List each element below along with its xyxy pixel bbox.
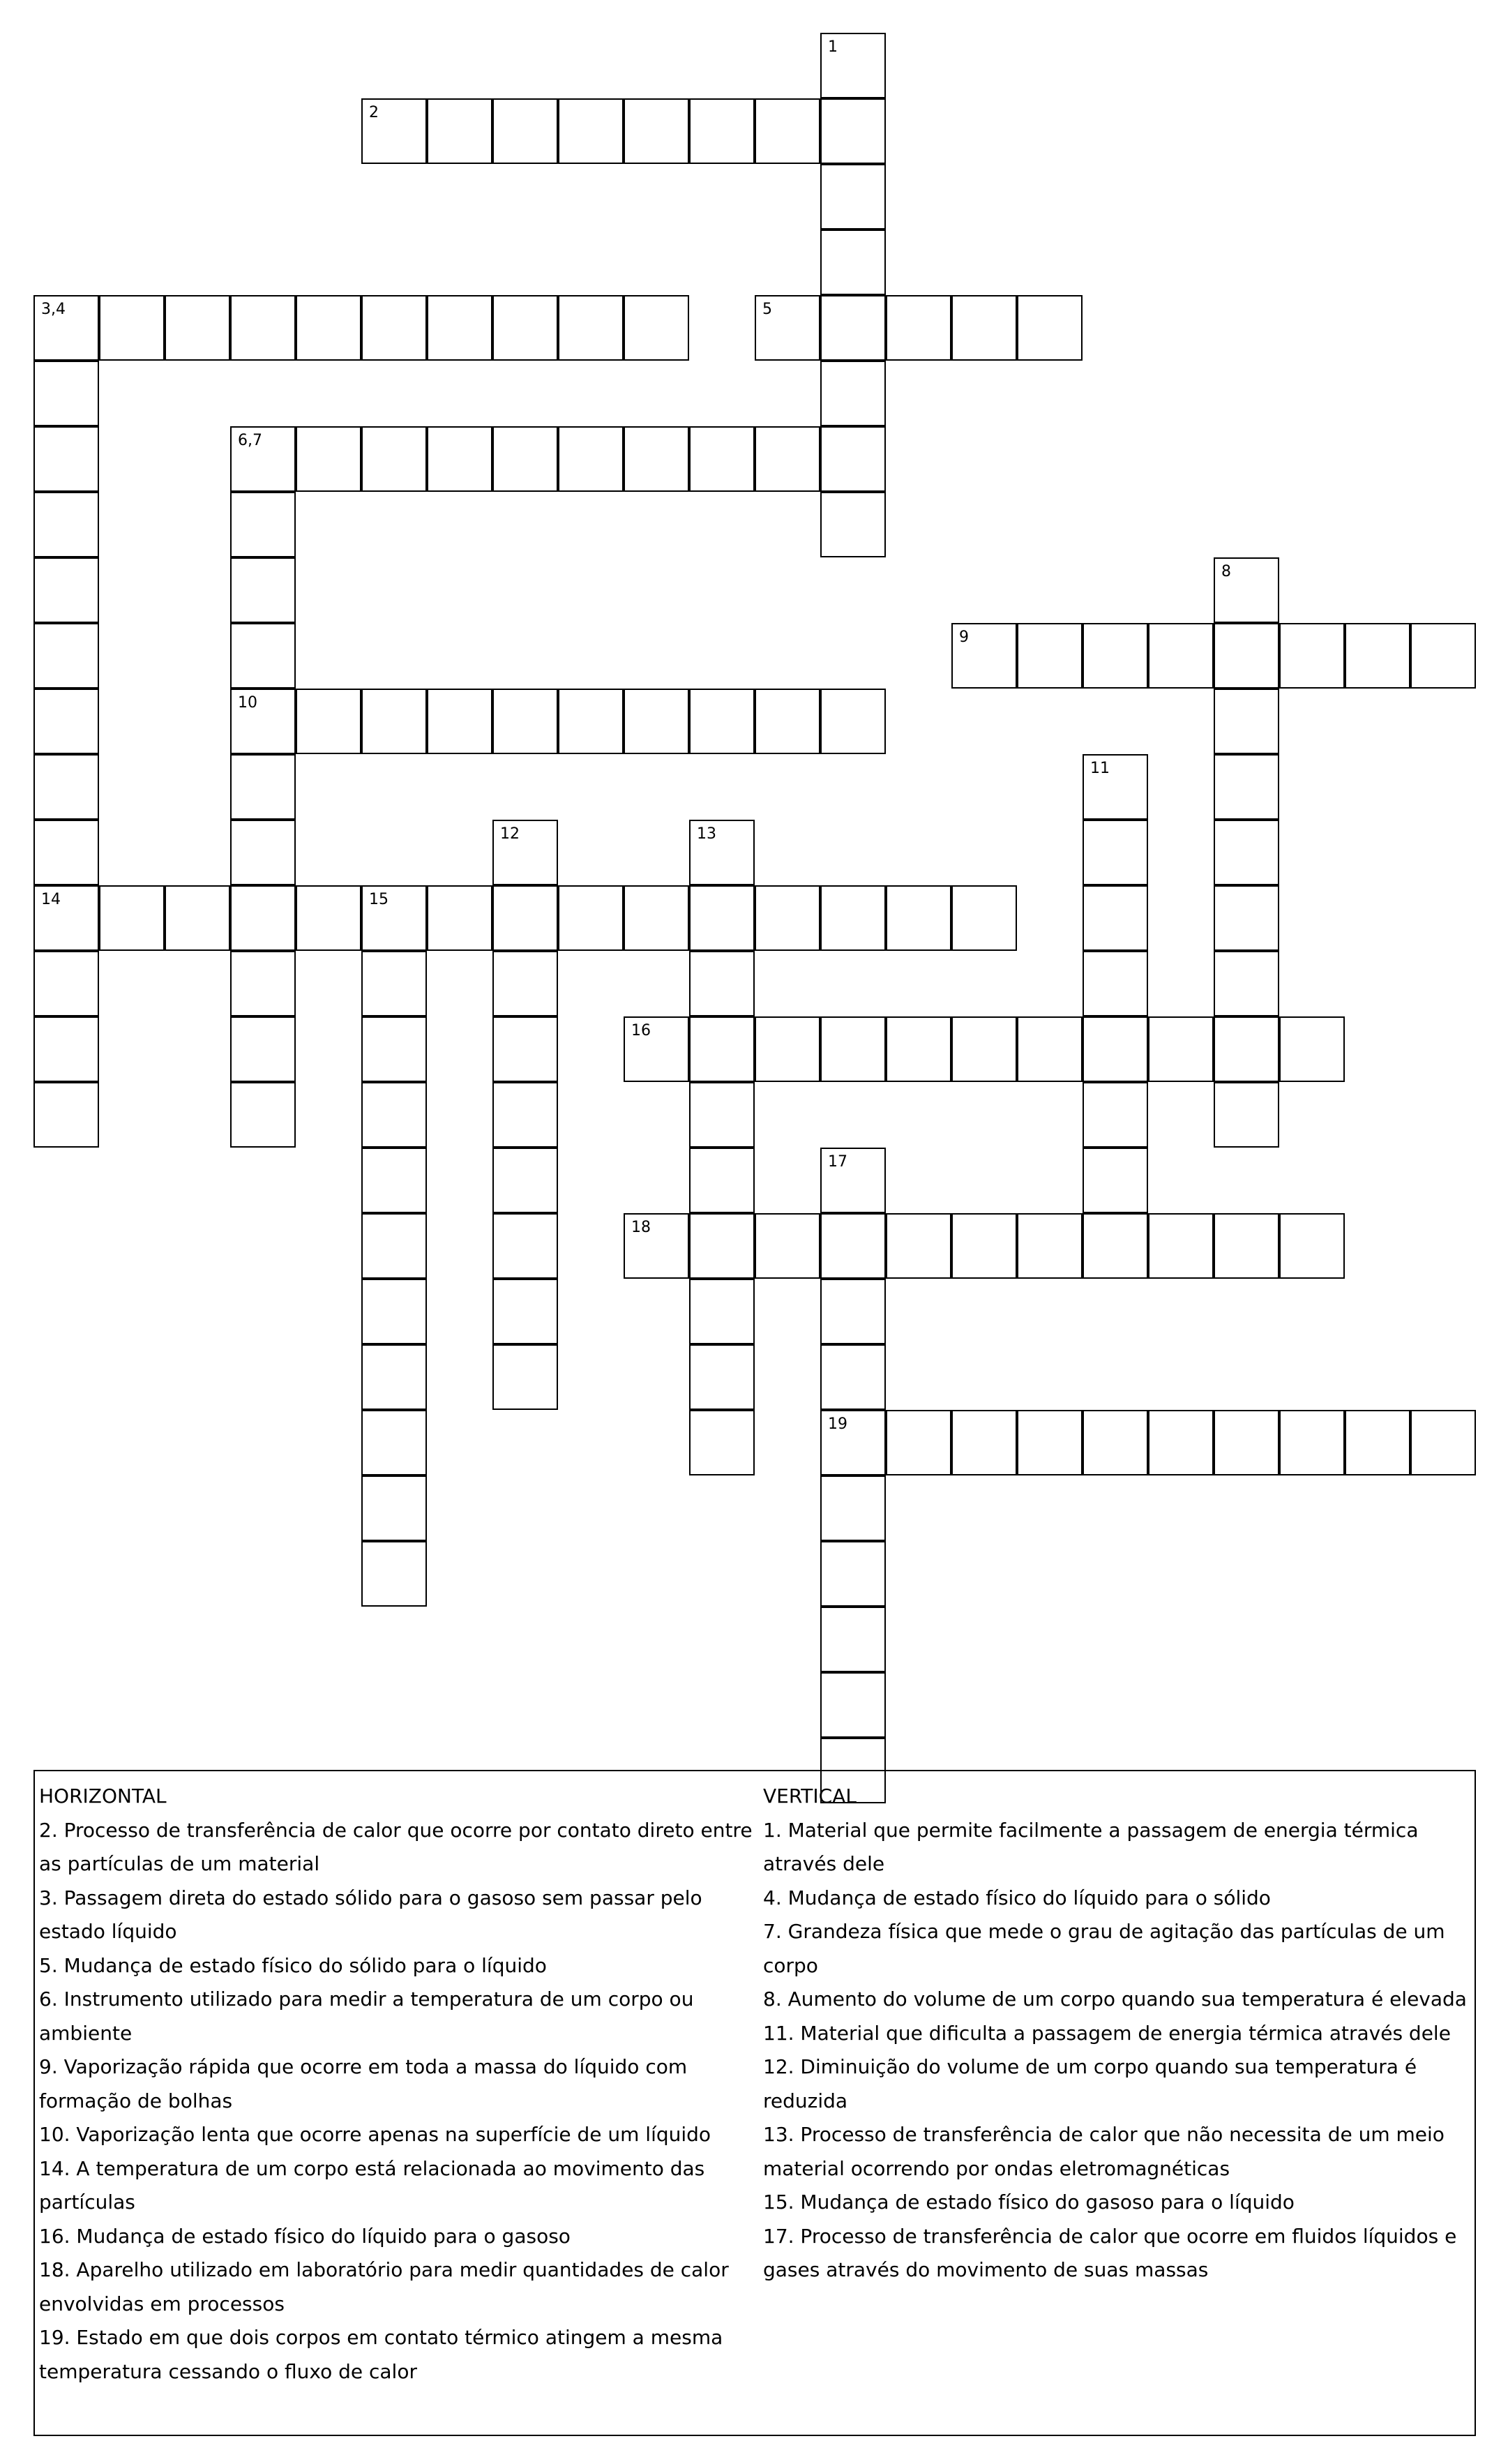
crossword-cell[interactable] [492, 295, 558, 361]
crossword-cell[interactable] [492, 426, 558, 492]
clue-vertical-1: 1. Material que permite facilmente a passagem de energia térmica através dele [763, 1818, 1419, 1875]
crossword-cell[interactable] [1083, 951, 1148, 1016]
crossword-cell[interactable] [1083, 754, 1148, 820]
clue-vertical-4: 4. Mudança de estado físico do líquido para o sólido [763, 1886, 1271, 1909]
crossword-cell[interactable] [361, 1410, 427, 1475]
crossword-cell[interactable] [99, 885, 165, 951]
clues-box [33, 1770, 1476, 2436]
crossword-cell[interactable] [492, 1082, 558, 1148]
crossword-cell[interactable] [492, 885, 558, 951]
clue-horizontal-3: 3. Passagem direta do estado sólido para o gasoso sem passar pelo estado líquido [39, 1886, 702, 1943]
crossword-cell[interactable] [1083, 1213, 1148, 1279]
crossword-cell[interactable] [492, 1213, 558, 1279]
crossword-cell[interactable] [296, 295, 361, 361]
crossword-cell[interactable] [1083, 1016, 1148, 1082]
crossword-cell[interactable] [820, 1672, 886, 1738]
clue-vertical-7: 7. Grandeza física que mede o grau de agitação das partículas de um corpo [763, 1920, 1445, 1977]
crossword-cell[interactable] [820, 164, 886, 230]
crossword-cell[interactable] [886, 1213, 951, 1279]
crossword-cell[interactable] [165, 295, 230, 361]
crossword-cell[interactable] [1148, 1016, 1214, 1082]
crossword-cell[interactable] [230, 1082, 296, 1148]
crossword-cell[interactable] [33, 426, 99, 492]
clue-number: 10 [238, 694, 257, 712]
crossword-cell[interactable] [689, 951, 755, 1016]
crossword-cell[interactable] [624, 98, 689, 164]
crossword-cell[interactable] [230, 557, 296, 623]
crossword-cell[interactable] [886, 295, 951, 361]
crossword-cell[interactable] [886, 885, 951, 951]
crossword-cell[interactable] [492, 1016, 558, 1082]
crossword-cell[interactable] [689, 885, 755, 951]
crossword-cell[interactable] [820, 1475, 886, 1541]
crossword-cell[interactable] [296, 426, 361, 492]
crossword-cell[interactable] [361, 1148, 427, 1213]
crossword-cell[interactable] [1148, 623, 1214, 689]
clue-horizontal-10: 10. Vaporização lenta que ocorre apenas na superfície de um líquido [39, 2123, 711, 2146]
crossword-cell[interactable] [1345, 623, 1410, 689]
crossword-cell[interactable] [1214, 1410, 1279, 1475]
crossword-cell[interactable] [1410, 623, 1476, 689]
clue-number: 8 [1221, 563, 1231, 580]
crossword-cell[interactable] [558, 295, 624, 361]
clue-vertical-15: 15. Mudança de estado físico do gasoso para o líquido [763, 2191, 1295, 2214]
crossword-cell[interactable] [1083, 885, 1148, 951]
crossword-cell[interactable] [361, 951, 427, 1016]
crossword-cell[interactable] [1017, 1410, 1083, 1475]
clue-horizontal-14: 14. A temperatura de um corpo está relacionada ao movimento das partículas [39, 2156, 705, 2214]
crossword-cell[interactable] [1017, 295, 1083, 361]
crossword-cell[interactable] [33, 689, 99, 754]
crossword-cell[interactable] [624, 1016, 689, 1082]
crossword-cell[interactable] [1083, 1082, 1148, 1148]
crossword-cell[interactable] [689, 1213, 755, 1279]
clue-number: 1 [828, 38, 838, 56]
crossword-cell[interactable] [624, 426, 689, 492]
clue-horizontal-16: 16. Mudança de estado físico do líquido para o gasoso [39, 2224, 571, 2248]
crossword-cell[interactable] [492, 820, 558, 885]
crossword-cell[interactable] [427, 426, 492, 492]
crossword-cell[interactable] [33, 492, 99, 557]
vertical-heading: VERTICAL [763, 1785, 857, 1808]
crossword-cell[interactable] [820, 1607, 886, 1672]
crossword-cell[interactable] [689, 1410, 755, 1475]
crossword-cell[interactable] [33, 1016, 99, 1082]
crossword-cell[interactable] [427, 295, 492, 361]
crossword-cell[interactable] [230, 885, 296, 951]
crossword-cell[interactable] [361, 1279, 427, 1344]
crossword-cell[interactable] [33, 361, 99, 426]
crossword-cell[interactable] [1214, 1082, 1279, 1148]
crossword-cell[interactable] [1214, 1016, 1279, 1082]
crossword-cell[interactable] [361, 1541, 427, 1607]
clue-horizontal-9: 9. Vaporização rápida que ocorre em toda a massa do líquido com formação de bolhas [39, 2055, 688, 2112]
crossword-cell[interactable] [1214, 820, 1279, 885]
crossword-cell[interactable] [820, 1279, 886, 1344]
crossword-cell[interactable] [1214, 689, 1279, 754]
crossword-cell[interactable] [755, 426, 820, 492]
clue-number: 16 [631, 1022, 651, 1039]
crossword-cell[interactable] [624, 295, 689, 361]
crossword-cell[interactable] [689, 1016, 755, 1082]
crossword-cell[interactable] [361, 1213, 427, 1279]
crossword-cell[interactable] [820, 426, 886, 492]
crossword-cell[interactable] [951, 1410, 1017, 1475]
crossword-cell[interactable] [1148, 1410, 1214, 1475]
crossword-cell[interactable] [361, 98, 427, 164]
crossword-cell[interactable] [492, 951, 558, 1016]
crossword-cell[interactable] [492, 1344, 558, 1410]
crossword-cell[interactable] [689, 426, 755, 492]
crossword-cell[interactable] [1083, 1410, 1148, 1475]
crossword-cell[interactable] [558, 689, 624, 754]
crossword-cell[interactable] [1279, 1016, 1345, 1082]
clue-horizontal-5: 5. Mudança de estado físico do sólido para o líquido [39, 1953, 547, 1977]
crossword-cell[interactable] [1345, 1410, 1410, 1475]
crossword-cell[interactable] [230, 951, 296, 1016]
crossword-cell[interactable] [755, 98, 820, 164]
crossword-cell[interactable] [755, 1213, 820, 1279]
crossword-cell[interactable] [886, 1410, 951, 1475]
clue-number: 12 [500, 825, 520, 843]
crossword-cell[interactable] [951, 1213, 1017, 1279]
crossword-cell[interactable] [820, 230, 886, 295]
crossword-cell[interactable] [951, 1016, 1017, 1082]
crossword-cell[interactable] [820, 1016, 886, 1082]
crossword-cell[interactable] [492, 98, 558, 164]
crossword-cell[interactable] [230, 1016, 296, 1082]
crossword-cell[interactable] [1279, 623, 1345, 689]
clue-horizontal-19: 19. Estado em que dois corpos em contato térmico atingem a mesma temperatura cessando o fluxo de calor [39, 2326, 723, 2383]
crossword-cell[interactable] [689, 689, 755, 754]
crossword-cell[interactable] [689, 1344, 755, 1410]
crossword-cell[interactable] [1214, 885, 1279, 951]
crossword-cell[interactable] [361, 426, 427, 492]
crossword-cell[interactable] [951, 623, 1017, 689]
crossword-cell[interactable] [1214, 557, 1279, 623]
crossword-cell[interactable] [33, 951, 99, 1016]
clue-horizontal-2: 2. Processo de transferência de calor que ocorre por contato direto entre as partículas de um material [39, 1818, 753, 1875]
crossword-cell[interactable] [820, 885, 886, 951]
crossword-cell[interactable] [820, 1148, 886, 1213]
crossword-cell[interactable] [492, 1279, 558, 1344]
crossword-cell[interactable] [492, 1148, 558, 1213]
crossword-cell[interactable] [689, 820, 755, 885]
crossword-cell[interactable] [558, 98, 624, 164]
crossword-cell[interactable] [820, 361, 886, 426]
clue-number: 13 [697, 825, 716, 843]
crossword-cell[interactable] [1214, 1213, 1279, 1279]
crossword-cell[interactable] [689, 98, 755, 164]
crossword-cell[interactable] [624, 885, 689, 951]
clue-number: 3,4 [41, 301, 66, 318]
clue-number: 6,7 [238, 432, 262, 449]
crossword-cell[interactable] [33, 820, 99, 885]
crossword-cell[interactable] [361, 885, 427, 951]
crossword-cell[interactable] [820, 492, 886, 557]
crossword-cell[interactable] [361, 1016, 427, 1082]
crossword-cell[interactable] [165, 885, 230, 951]
crossword-cell[interactable] [689, 1082, 755, 1148]
crossword-cell[interactable] [820, 33, 886, 98]
crossword-cell[interactable] [230, 754, 296, 820]
crossword-cell[interactable] [951, 885, 1017, 951]
crossword-cell[interactable] [820, 689, 886, 754]
crossword-cell[interactable] [492, 689, 558, 754]
crossword-cell[interactable] [558, 885, 624, 951]
crossword-cell[interactable] [1017, 1213, 1083, 1279]
clue-vertical-12: 12. Diminuição do volume de um corpo quando sua temperatura é reduzida [763, 2055, 1417, 2112]
crossword-cell[interactable] [361, 689, 427, 754]
crossword-cell[interactable] [1279, 1410, 1345, 1475]
crossword-cell[interactable] [624, 689, 689, 754]
crossword-cell[interactable] [296, 885, 361, 951]
crossword-cell[interactable] [755, 689, 820, 754]
clue-vertical-17: 17. Processo de transferência de calor que ocorre em fluidos líquidos e gases através do movimento de suas massas [763, 2224, 1457, 2281]
clue-vertical-8: 8. Aumento do volume de um corpo quando sua temperatura é elevada [763, 1988, 1467, 2011]
clue-number: 14 [41, 891, 61, 908]
crossword-cell[interactable] [1017, 1016, 1083, 1082]
clue-horizontal-18: 18. Aparelho utilizado em laboratório para medir quantidades de calor envolvidas em processos [39, 2258, 729, 2315]
crossword-cell[interactable] [820, 1344, 886, 1410]
crossword-cell[interactable] [755, 1016, 820, 1082]
clue-number: 5 [762, 301, 772, 318]
clue-vertical-11: 11. Material que dificulta a passagem de energia térmica através dele [763, 2021, 1451, 2045]
crossword-cell[interactable] [99, 295, 165, 361]
crossword-cell[interactable] [820, 1213, 886, 1279]
crossword-cell[interactable] [1214, 623, 1279, 689]
vertical-clues [763, 1780, 1475, 2288]
crossword-cell[interactable] [1083, 623, 1148, 689]
crossword-cell[interactable] [33, 754, 99, 820]
crossword-cell[interactable] [296, 689, 361, 754]
crossword-cell[interactable] [33, 885, 99, 951]
crossword-cell[interactable] [1214, 951, 1279, 1016]
crossword-cell[interactable] [361, 295, 427, 361]
crossword-cell[interactable] [230, 426, 296, 492]
clue-number: 19 [828, 1415, 847, 1433]
clue-number: 11 [1090, 760, 1110, 777]
crossword-cell[interactable] [427, 98, 492, 164]
crossword-cell[interactable] [33, 623, 99, 689]
crossword-cell[interactable] [755, 295, 820, 361]
crossword-cell[interactable] [33, 557, 99, 623]
crossword-cell[interactable] [1279, 1213, 1345, 1279]
clue-number: 15 [369, 891, 389, 908]
crossword-cell[interactable] [361, 1082, 427, 1148]
crossword-cell[interactable] [230, 492, 296, 557]
crossword-cell[interactable] [361, 1475, 427, 1541]
crossword-cell[interactable] [230, 295, 296, 361]
crossword-cell[interactable] [33, 1082, 99, 1148]
clue-number: 17 [828, 1153, 847, 1171]
crossword-cell[interactable] [755, 885, 820, 951]
crossword-cell[interactable] [230, 820, 296, 885]
crossword-cell[interactable] [820, 1410, 886, 1475]
clue-number: 2 [369, 104, 379, 121]
crossword-cell[interactable] [624, 1213, 689, 1279]
clue-horizontal-6: 6. Instrumento utilizado para medir a temperatura de um corpo ou ambiente [39, 1988, 694, 2045]
crossword-cell[interactable] [689, 1279, 755, 1344]
clue-number: 18 [631, 1219, 651, 1236]
clue-vertical-13: 13. Processo de transferência de calor que não necessita de um meio material ocorrendo por ondas eletromagnéticas [763, 2123, 1445, 2180]
crossword-cell[interactable] [886, 1016, 951, 1082]
crossword-cell[interactable] [820, 98, 886, 164]
crossword-cell[interactable] [33, 295, 99, 361]
crossword-cell[interactable] [1083, 1148, 1148, 1213]
horizontal-clues [39, 1780, 757, 2389]
crossword-cell[interactable] [689, 1148, 755, 1213]
horizontal-heading: HORIZONTAL [39, 1785, 167, 1808]
crossword-cell[interactable] [820, 295, 886, 361]
clue-number: 9 [959, 629, 969, 646]
crossword-cell[interactable] [1214, 754, 1279, 820]
crossword-cell[interactable] [820, 1541, 886, 1607]
crossword-cell[interactable] [361, 1344, 427, 1410]
crossword-cell[interactable] [558, 426, 624, 492]
crossword-cell[interactable] [1017, 623, 1083, 689]
crossword-cell[interactable] [1148, 1213, 1214, 1279]
crossword-cell[interactable] [427, 689, 492, 754]
crossword-cell[interactable] [1083, 820, 1148, 885]
crossword-cell[interactable] [427, 885, 492, 951]
crossword-cell[interactable] [230, 623, 296, 689]
crossword-cell[interactable] [1410, 1410, 1476, 1475]
crossword-cell[interactable] [951, 295, 1017, 361]
crossword-cell[interactable] [230, 689, 296, 754]
